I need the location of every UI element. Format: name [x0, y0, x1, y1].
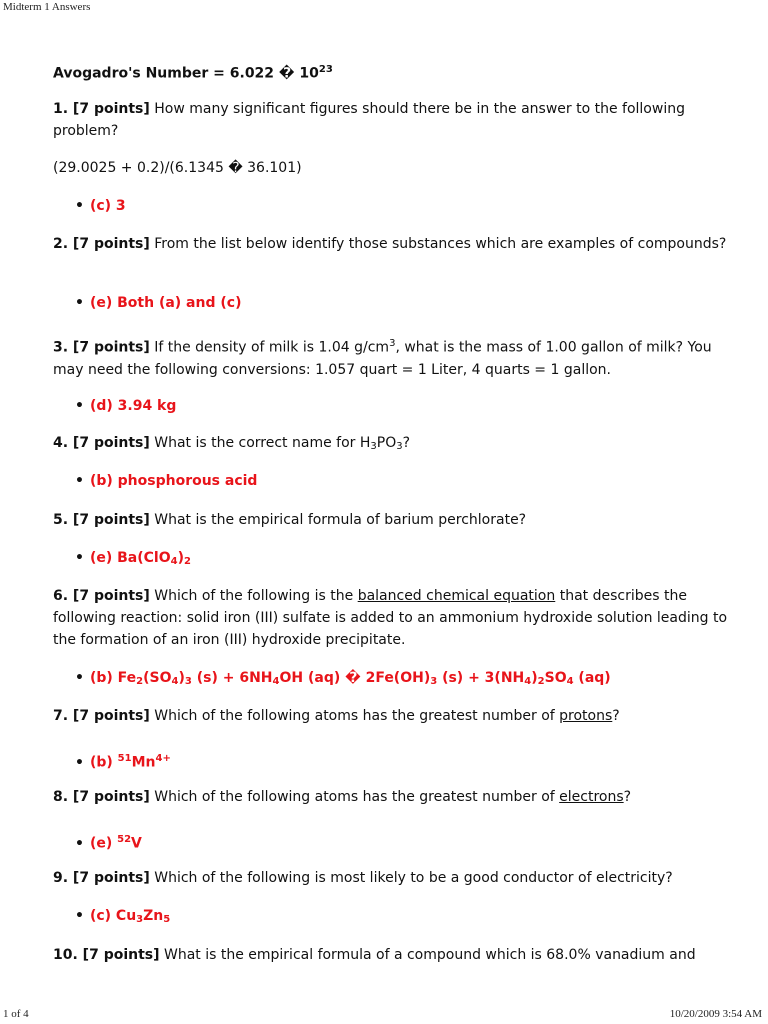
question-9-text: Which of the following is most likely to be a good conductor of electricity?	[149, 870, 673, 886]
question-3-text-a: If the density of milk is 1.04 g/cm	[149, 339, 390, 356]
question-7	[53, 705, 733, 727]
answer-7-mass-number: 51	[117, 753, 132, 764]
avogadro-exponent: 23	[318, 64, 333, 75]
question-4-sub-2: 3	[396, 441, 403, 452]
bullet-icon: •	[75, 198, 84, 214]
avogadro-line	[53, 59, 733, 85]
avogadro-label: Avogadro's Number = 6.022 � 10	[53, 65, 319, 82]
answer-6-sub: 3	[184, 676, 192, 687]
question-4-text-c: ?	[402, 435, 411, 451]
answer-8-symbol: V	[131, 835, 142, 852]
protons-link[interactable]: protons	[559, 708, 613, 724]
answer-6-sub: 4	[171, 676, 179, 687]
question-9	[53, 867, 733, 889]
answer-8-label: (e)	[89, 835, 118, 852]
bullet-icon: •	[75, 754, 84, 771]
question-6-text-a: Which of the following is the	[149, 588, 358, 604]
question-6-number: 6. [7 points]	[53, 588, 150, 604]
question-7-number: 7. [7 points]	[53, 708, 150, 724]
question-5-text: What is the empirical formula of barium perchlorate?	[149, 512, 527, 528]
answer-9-part: (c) Cu	[89, 908, 137, 924]
question-3-text-b: , what is the mass of 1.00 gallon of milk? You may need the following conversions: 1.057 quart = 1 Liter, 4 quarts = 1 gallon.	[53, 339, 712, 378]
question-3-superscript: 3	[389, 338, 396, 349]
bullet-icon: •	[75, 835, 84, 852]
question-8	[53, 786, 733, 808]
question-2-number: 2. [7 points]	[53, 236, 150, 252]
question-4-text-b: PO	[376, 435, 397, 451]
answer-6-sub: 4	[272, 676, 280, 687]
answer-6-part: )	[531, 670, 538, 686]
answer-6-sub: 4	[524, 676, 532, 687]
bullet-icon: •	[75, 398, 84, 414]
answer-2-text: (e) Both (a) and (c)	[89, 295, 242, 311]
question-3	[53, 333, 733, 381]
answer-5-part: (e) Ba(ClO	[89, 550, 171, 566]
answer-1	[75, 195, 126, 217]
answer-5-sub: 4	[170, 556, 178, 567]
bullet-icon: •	[75, 670, 84, 686]
question-6-text-b: that describes the following reaction: solid iron (III) sulfate is added to an ammonium hydroxide solution leading to the formation of an iron (III) hydroxide precipitate.	[53, 588, 728, 648]
question-10	[53, 944, 733, 966]
answer-4-text: (b) phosphorous acid	[89, 473, 258, 489]
question-9-number: 9. [7 points]	[53, 870, 150, 886]
question-3-number: 3. [7 points]	[53, 339, 150, 356]
answer-9-sub: 3	[136, 914, 144, 925]
answer-6-sub: 2	[537, 676, 545, 687]
answer-3-text: (d) 3.94 kg	[89, 398, 177, 414]
question-2-text: From the list below identify those substances which are examples of compounds?	[149, 236, 727, 252]
question-5-number: 5. [7 points]	[53, 512, 150, 528]
answer-5	[75, 547, 191, 573]
answer-4	[75, 470, 257, 492]
answer-9	[75, 905, 170, 931]
question-8-text-a: Which of the following atoms has the greatest number of	[149, 789, 560, 805]
question-6	[53, 585, 733, 651]
question-4	[53, 432, 733, 458]
bullet-icon: •	[75, 473, 84, 489]
question-8-number: 8. [7 points]	[53, 789, 150, 805]
question-1-number: 1. [7 points]	[53, 101, 150, 117]
question-8-text-b: ?	[623, 789, 632, 805]
question-4-number: 4. [7 points]	[53, 435, 150, 451]
answer-6-part: (s) + 6NH	[191, 670, 273, 686]
question-1-text: How many significant figures should there be in the answer to the following problem?	[53, 101, 685, 139]
question-7-text-a: Which of the following atoms has the greatest number of	[149, 708, 560, 724]
balanced-chemical-equation-link[interactable]: balanced chemical equation	[357, 588, 556, 604]
print-footer-timestamp: 10/20/2009 3:54 AM	[669, 1008, 762, 1020]
answer-6	[75, 667, 611, 693]
answer-6-part: OH (aq) � 2Fe(OH)	[279, 670, 431, 686]
bullet-icon: •	[75, 908, 84, 924]
question-10-text: What is the empirical formula of a compound which is 68.0% vanadium and	[159, 947, 696, 963]
answer-6-part: (aq)	[573, 670, 611, 686]
question-1-expression: (29.0025 + 0.2)/(6.1345 � 36.101)	[53, 160, 302, 176]
question-10-number: 10. [7 points]	[53, 947, 160, 963]
bullet-icon: •	[75, 550, 84, 566]
answer-1-text: (c) 3	[89, 198, 126, 214]
question-1	[53, 98, 733, 142]
answer-5-sub: 2	[184, 556, 191, 567]
answer-8	[75, 829, 142, 855]
answer-6-sub: 3	[430, 676, 438, 687]
question-4-sub-1: 3	[370, 441, 377, 452]
answer-3	[75, 395, 176, 417]
answer-7-charge: 4+	[155, 753, 171, 764]
answer-8-mass-number: 52	[117, 834, 132, 845]
answer-6-sub: 2	[136, 676, 144, 687]
question-5	[53, 509, 733, 531]
bullet-icon: •	[75, 295, 84, 311]
answer-6-part: (SO	[143, 670, 172, 686]
answer-7-symbol: Mn	[131, 754, 156, 771]
answer-6-part: (s) + 3(NH	[437, 670, 525, 686]
question-4-text-a: What is the correct name for H	[149, 435, 371, 451]
answer-9-part: Zn	[143, 908, 164, 924]
answer-6-part: (b) Fe	[89, 670, 137, 686]
answer-5-part: )	[177, 550, 184, 566]
question-2	[53, 233, 733, 255]
answer-6-sub: 4	[566, 676, 574, 687]
answer-9-sub: 5	[163, 914, 171, 925]
answer-2	[75, 292, 241, 314]
print-header-title: Midterm 1 Answers	[3, 1, 91, 13]
answer-7	[75, 748, 171, 774]
answer-7-label: (b)	[89, 754, 118, 771]
answer-6-part: SO	[544, 670, 567, 686]
answer-6-part: )	[178, 670, 185, 686]
print-footer-page: 1 of 4	[3, 1008, 29, 1020]
question-7-text-b: ?	[612, 708, 620, 724]
electrons-link[interactable]: electrons	[559, 789, 624, 805]
